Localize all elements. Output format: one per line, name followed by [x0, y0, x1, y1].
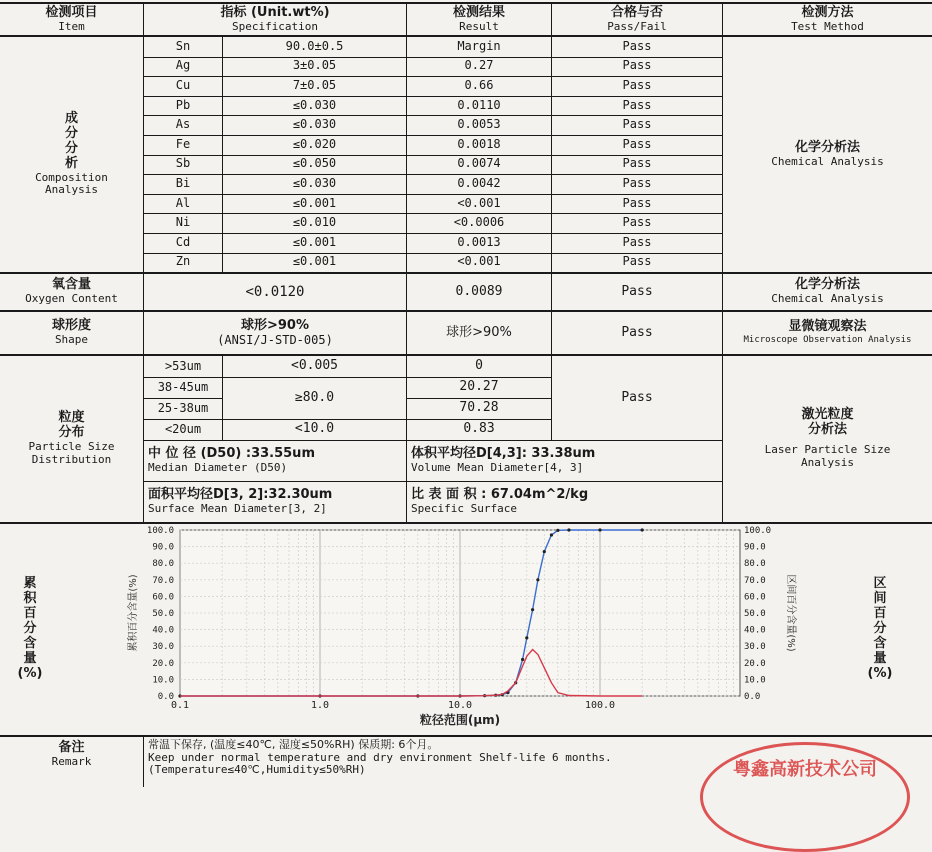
- psd-range: 25-38um: [157, 400, 209, 415]
- shape-spec-zh: 球形>90%: [240, 317, 309, 333]
- header-result-zh: 检测结果: [452, 4, 505, 20]
- composition-row-rule: [144, 174, 722, 175]
- composition-method-en: Chemical Analysis: [771, 154, 884, 168]
- psd-result: 70.28: [459, 400, 499, 416]
- oxygen-method-en: Chemical Analysis: [771, 292, 884, 306]
- composition-spec: ≤0.020: [292, 136, 337, 151]
- header-pass-zh: 合格与否: [610, 4, 663, 20]
- chart-right-label-1: 间: [873, 591, 887, 607]
- composition-spec: 7±0.05: [292, 78, 337, 93]
- x-axis-label: 粒径范围(μm): [419, 713, 501, 727]
- remark-label-zh: 备注: [58, 740, 85, 755]
- psd-spec: <0.005: [291, 358, 338, 374]
- y-tick-right: 70.0: [744, 575, 766, 586]
- psd-range: <20um: [164, 421, 202, 436]
- cumulative-point: [521, 658, 524, 661]
- composition-spec: ≤0.030: [292, 176, 337, 191]
- psd-pass: Pass: [621, 389, 653, 405]
- chart-left-label-2: 百: [23, 606, 37, 622]
- psd-result: 0: [475, 358, 483, 374]
- y-tick-left: 0.0: [157, 692, 174, 702]
- composition-element: Sb: [175, 156, 191, 171]
- y-tick-left: 60.0: [152, 592, 174, 603]
- composition-row-rule: [144, 253, 722, 254]
- oxygen-result: 0.0089: [455, 283, 503, 299]
- psd-d50-en: Median Diameter (D50): [148, 461, 288, 475]
- composition-element: Cd: [175, 234, 191, 249]
- header-pass: [552, 4, 722, 35]
- remark-text: [144, 737, 704, 787]
- shape-label: [0, 312, 143, 354]
- header-method-zh: 检测方法: [801, 4, 854, 20]
- oxygen-pass: Pass: [621, 283, 653, 299]
- composition-pass: Pass: [622, 78, 652, 93]
- composition-spec: ≤0.050: [292, 156, 337, 171]
- psd-label-zh-1: 分布: [58, 425, 85, 441]
- composition-row-rule: [144, 96, 722, 97]
- y-tick-left: 90.0: [152, 542, 174, 553]
- psd-row-rule: [144, 377, 406, 378]
- composition-result: 0.0018: [457, 136, 501, 151]
- composition-pass: Pass: [622, 254, 652, 269]
- psd-d50: [144, 441, 406, 481]
- x-tick: 100.0: [584, 700, 616, 711]
- composition-element: Cu: [175, 78, 191, 93]
- composition-row-rule: [144, 194, 722, 195]
- composition-result: 0.0053: [457, 117, 501, 132]
- oxygen-method: [723, 274, 932, 310]
- remark-label: [0, 737, 143, 787]
- composition-spec: 3±0.05: [292, 58, 337, 73]
- cumulative-point: [598, 528, 601, 531]
- composition-pass: Pass: [622, 195, 652, 210]
- composition-pass: Pass: [622, 136, 652, 151]
- composition-spec: ≤0.001: [292, 234, 337, 249]
- chart-left-label-3: 分: [23, 621, 37, 637]
- oxygen-label-en: Oxygen Content: [25, 292, 118, 306]
- composition-pass: Pass: [622, 38, 652, 53]
- y-tick-right: 100.0: [744, 526, 772, 536]
- composition-method-zh: 化学分析法: [794, 139, 860, 155]
- composition-pass: Pass: [622, 176, 652, 191]
- chart-left-label-1: 积: [23, 591, 37, 607]
- cumulative-point: [536, 578, 539, 581]
- header-spec-en: Specification: [231, 19, 319, 33]
- y-tick-left: 30.0: [152, 642, 174, 653]
- y-axis-label-left: 累积百分含量(%): [128, 574, 139, 652]
- y-axis-label-right: 区间百分含量(%): [785, 574, 796, 652]
- composition-result: <0.0006: [453, 215, 505, 230]
- composition-result: 0.0042: [457, 176, 501, 191]
- composition-element: Al: [175, 195, 191, 210]
- composition-label-zh-3: 析: [64, 155, 78, 171]
- psd-result: 0.83: [463, 421, 495, 437]
- shape-spec: [144, 312, 406, 354]
- composition-element: Sn: [175, 38, 191, 53]
- composition-label-en-1: Analysis: [45, 183, 98, 197]
- psd-method: [723, 356, 932, 522]
- psd-ssa-zh: 比 表 面 积 : 67.04m^2/kg: [411, 487, 589, 503]
- chart-left-label-6: (%): [17, 665, 43, 681]
- psd-method-en-0: Laser Particle Size: [764, 443, 891, 457]
- composition-row-rule: [144, 57, 722, 58]
- composition-result: 0.0013: [457, 234, 501, 249]
- psd-d50-zh: 中 位 径 (D50) :33.55um: [148, 446, 315, 462]
- composition-result: 0.0110: [457, 97, 501, 112]
- y-tick-right: 80.0: [744, 559, 766, 570]
- composition-label: [0, 37, 143, 272]
- y-tick-right: 50.0: [744, 609, 766, 619]
- shape-pass: Pass: [621, 324, 653, 340]
- psd-label-zh-0: 粒度: [58, 410, 85, 426]
- composition-label-zh-1: 分: [64, 125, 78, 141]
- header-method-en: Test Method: [791, 19, 864, 33]
- remark-label-en: Remark: [51, 754, 92, 768]
- cumulative-point: [543, 550, 546, 553]
- composition-row-rule: [144, 233, 722, 234]
- y-tick-right: 40.0: [744, 625, 766, 636]
- chart-left-label-4: 含: [23, 635, 37, 651]
- composition-element: Zn: [175, 254, 191, 269]
- psd-method-zh-1: 分析法: [807, 422, 847, 438]
- shape-method-en: Microscope Observation Analysis: [743, 335, 912, 346]
- psd-result-rule: [407, 377, 551, 378]
- chart-right-label-5: 量: [873, 650, 887, 666]
- composition-pass: Pass: [622, 156, 652, 171]
- remark-line-2: Keep under normal temperature and dry environment Shelf-life 6 months.: [148, 750, 612, 764]
- y-tick-left: 40.0: [152, 625, 174, 636]
- composition-result: <0.001: [457, 254, 501, 269]
- oxygen-spec: <0.0120: [245, 283, 305, 300]
- oxygen-method-zh: 化学分析法: [794, 277, 860, 293]
- psd-d32-en: Surface Mean Diameter[3, 2]: [148, 502, 327, 516]
- composition-spec: ≤0.001: [292, 254, 337, 269]
- composition-label-zh-2: 分: [64, 140, 78, 156]
- y-tick-left: 10.0: [152, 675, 174, 686]
- y-tick-right: 20.0: [744, 658, 766, 669]
- remark-line-1: 常温下保存, (温度≤40℃, 湿度≤50%RH) 保质期: 6个月。: [148, 738, 439, 751]
- psd-result-rule: [407, 398, 551, 399]
- composition-row-rule: [144, 155, 722, 156]
- composition-spec: ≤0.030: [292, 97, 337, 112]
- cumulative-point: [641, 528, 644, 531]
- composition-element: Fe: [175, 136, 191, 151]
- composition-pass: Pass: [622, 58, 652, 73]
- chart-right-label: [850, 524, 910, 735]
- psd-method-en-1: Analysis: [801, 455, 854, 469]
- cumulative-point: [550, 533, 553, 536]
- header-result-en: Result: [459, 19, 499, 33]
- chart-left-label: [0, 524, 60, 735]
- psd-label-en-0: Particle Size: [28, 440, 115, 454]
- composition-row-rule: [144, 76, 722, 77]
- chart-right-label-6: (%): [867, 665, 893, 681]
- composition-label-zh-0: 成: [64, 110, 78, 126]
- psd-ssa: [407, 482, 722, 522]
- psd-d32: [144, 482, 406, 522]
- shape-spec-en: (ANSI/J-STD-005): [217, 332, 333, 347]
- psd-result-rule: [407, 419, 551, 420]
- shape-label-en: Shape: [54, 333, 89, 347]
- composition-method: [723, 37, 932, 272]
- shape-result: 球形>90%: [446, 324, 512, 340]
- remark-line-3: (Temperature≤40℃,Humidity≤50%RH): [148, 763, 366, 777]
- x-tick: 0.1: [170, 700, 190, 711]
- composition-spec: ≤0.001: [292, 195, 337, 210]
- psd-d43-zh: 体积平均径D[4,3]: 33.38um: [411, 446, 596, 462]
- header-item-zh: 检测项目: [45, 4, 98, 20]
- x-tick: 1.0: [310, 700, 330, 711]
- x-tick: 10.0: [447, 700, 473, 711]
- chart-right-label-2: 百: [873, 606, 887, 622]
- cumulative-point: [556, 529, 559, 532]
- shape-method: [723, 312, 932, 354]
- y-tick-right: 10.0: [744, 675, 766, 686]
- psd-spec: <10.0: [294, 421, 335, 437]
- psd-method-zh-0: 激光粒度: [801, 407, 854, 423]
- y-tick-left: 80.0: [152, 559, 174, 570]
- composition-element: Bi: [175, 176, 191, 191]
- composition-label-en-0: Composition: [35, 170, 108, 184]
- composition-result: 0.66: [464, 78, 494, 93]
- psd-ssa-en: Specific Surface: [411, 502, 517, 516]
- composition-spec: ≤0.010: [292, 215, 337, 230]
- composition-result: 0.0074: [457, 156, 501, 171]
- cumulative-point: [525, 636, 528, 639]
- chart-left-label-5: 量: [23, 650, 37, 666]
- composition-element: Pb: [175, 97, 191, 112]
- psd-range: >53um: [164, 358, 202, 373]
- composition-element: Ni: [175, 215, 191, 230]
- composition-element: Ag: [175, 58, 191, 73]
- composition-pass: Pass: [622, 97, 652, 112]
- particle-size-chart: [70, 524, 850, 735]
- composition-row-rule: [144, 135, 722, 136]
- header-spec-zh: 指标 (Unit.wt%): [220, 4, 330, 20]
- shape-label-zh: 球形度: [51, 318, 91, 334]
- chart-left-label-0: 累: [23, 576, 37, 592]
- cumulative-point: [567, 528, 570, 531]
- cumulative-point: [531, 608, 534, 611]
- psd-row-rule: [144, 398, 222, 399]
- psd-row-rule: [144, 419, 406, 420]
- psd-range: 38-45um: [157, 379, 209, 394]
- chart-right-label-3: 分: [873, 621, 887, 637]
- composition-element: As: [175, 117, 191, 132]
- psd-d43-en: Volume Mean Diameter[4, 3]: [411, 461, 584, 475]
- chart-right-label-4: 含: [873, 635, 887, 651]
- header-result: [407, 4, 551, 35]
- y-tick-left: 50.0: [152, 609, 174, 619]
- chart-right-label-0: 区: [873, 576, 887, 592]
- psd-label: [0, 356, 143, 522]
- y-tick-right: 30.0: [744, 642, 766, 653]
- y-tick-right: 0.0: [744, 692, 761, 702]
- composition-pass: Pass: [622, 215, 652, 230]
- psd-label-en-1: Distribution: [31, 452, 112, 466]
- header-pass-en: Pass/Fail: [607, 19, 667, 33]
- oxygen-label-zh: 氧含量: [51, 277, 91, 293]
- composition-row-rule: [144, 115, 722, 116]
- composition-pass: Pass: [622, 117, 652, 132]
- composition-pass: Pass: [622, 234, 652, 249]
- y-tick-left: 100.0: [146, 526, 174, 536]
- composition-result: <0.001: [457, 195, 501, 210]
- composition-spec: 90.0±0.5: [285, 38, 344, 53]
- composition-spec: ≤0.030: [292, 117, 337, 132]
- header-item: [0, 4, 143, 35]
- y-tick-right: 90.0: [744, 542, 766, 553]
- composition-row-rule: [144, 213, 722, 214]
- psd-result: 20.27: [459, 379, 499, 395]
- company-seal-text: 粤鑫高新技术公司: [733, 759, 877, 780]
- psd-spec: ≥80.0: [294, 389, 335, 405]
- oxygen-label: [0, 274, 143, 310]
- psd-d43: [407, 441, 722, 481]
- header-method: [723, 4, 932, 35]
- shape-method-zh: 显微镜观察法: [788, 319, 867, 335]
- header-spec: [144, 4, 406, 35]
- composition-result: Margin: [457, 38, 501, 53]
- header-item-en: Item: [58, 19, 85, 33]
- y-tick-right: 60.0: [744, 592, 766, 603]
- composition-result: 0.27: [464, 58, 494, 73]
- y-tick-left: 70.0: [152, 575, 174, 586]
- company-seal: [700, 742, 910, 852]
- psd-d32-zh: 面积平均径D[3, 2]:32.30um: [148, 487, 333, 503]
- y-tick-left: 20.0: [152, 658, 174, 669]
